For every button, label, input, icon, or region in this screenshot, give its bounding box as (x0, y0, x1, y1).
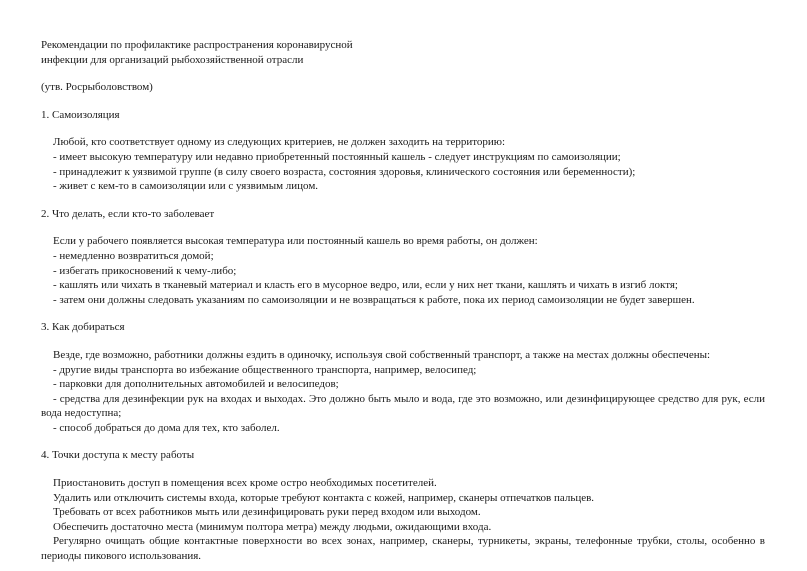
section-body (41, 476, 765, 564)
list-item: - живет с кем-то в самоизоляции или с уязвимым лицом. (53, 180, 319, 193)
list-item: - способ добраться до дома для тех, кто заболел. (53, 421, 280, 434)
section-access-points (41, 448, 765, 563)
list-item: - средства для дезинфекции рук на входах и выходах. Это должно быть мыло и вода, где это возможно, или дезинфицирующее средство для рук, если вода недоступна; (41, 392, 765, 420)
title-line-1: Рекомендации по профилактике распространения коронавирусной (41, 39, 353, 51)
section-if-someone-ill (41, 207, 765, 308)
section-self-isolation (41, 108, 765, 194)
list-item: - имеет высокую температуру или недавно приобретенный постоянный кашель - следует инструкциям по самоизоляции; (53, 150, 621, 163)
section-heading: 1. Самоизоляция (41, 108, 120, 121)
list-item: - другие виды транспорта во избежание общественного транспорта, например, велосипед; (53, 363, 477, 376)
title-line-2: инфекции для организаций рыбохозяйственной отрасли (41, 53, 304, 66)
paragraph: Обеспечить достаточно места (минимум полтора метра) между людьми, ожидающими входа. (53, 520, 492, 533)
document-title (41, 38, 765, 67)
section-body (41, 348, 765, 436)
list-item: - избегать прикосновений к чему-либо; (53, 264, 237, 277)
section-intro: Везде, где возможно, работники должны ездить в одиночку, используя свой собственный транспорт, а также на местах должны обеспечены: (53, 348, 711, 361)
section-commuting (41, 320, 765, 435)
section-body (41, 234, 765, 307)
approval-note: (утв. Росрыболовством) (41, 81, 153, 94)
section-intro: Если у рабочего появляется высокая температура или постоянный кашель во время работы, он должен: (53, 235, 538, 248)
paragraph: Удалить или отключить системы входа, которые требуют контакта с кожей, например, сканеры отпечатков пальцев. (53, 491, 595, 504)
list-item: - затем они должны следовать указаниям по самоизоляции и не возвращаться к работе, пока их период самоизоляции не будет завершен. (53, 293, 695, 306)
paragraph: Требовать от всех работников мыть или дезинфицировать руки перед входом или выходом. (53, 506, 481, 519)
list-item: - немедленно возвратиться домой; (53, 249, 214, 262)
section-heading: 4. Точки доступа к месту работы (41, 449, 195, 462)
list-item: - парковки для дополнительных автомобилей и велосипедов; (53, 378, 339, 391)
paragraph: Приостановить доступ в помещения всех кроме остро необходимых посетителей. (53, 477, 437, 490)
section-body (41, 135, 765, 193)
paragraph: Регулярно очищать общие контактные поверхности во всех зонах, например, сканеры, турникеты, экраны, телефонные трубки, столы, особенно в периоды пикового использования. (41, 535, 765, 563)
list-item: - кашлять или чихать в тканевый материал и класть его в мусорное ведро, или, если у них нет ткани, кашлять и чихать в изгиб локтя; (53, 279, 678, 292)
section-heading: 2. Что делать, если кто-то заболевает (41, 207, 215, 220)
section-heading: 3. Как добираться (41, 321, 125, 334)
section-intro: Любой, кто соответствует одному из следующих критериев, не должен заходить на территорию: (53, 136, 506, 149)
list-item: - принадлежит к уязвимой группе (в силу своего возраста, состояния здоровья, клинического состояния или беременности); (53, 165, 636, 178)
